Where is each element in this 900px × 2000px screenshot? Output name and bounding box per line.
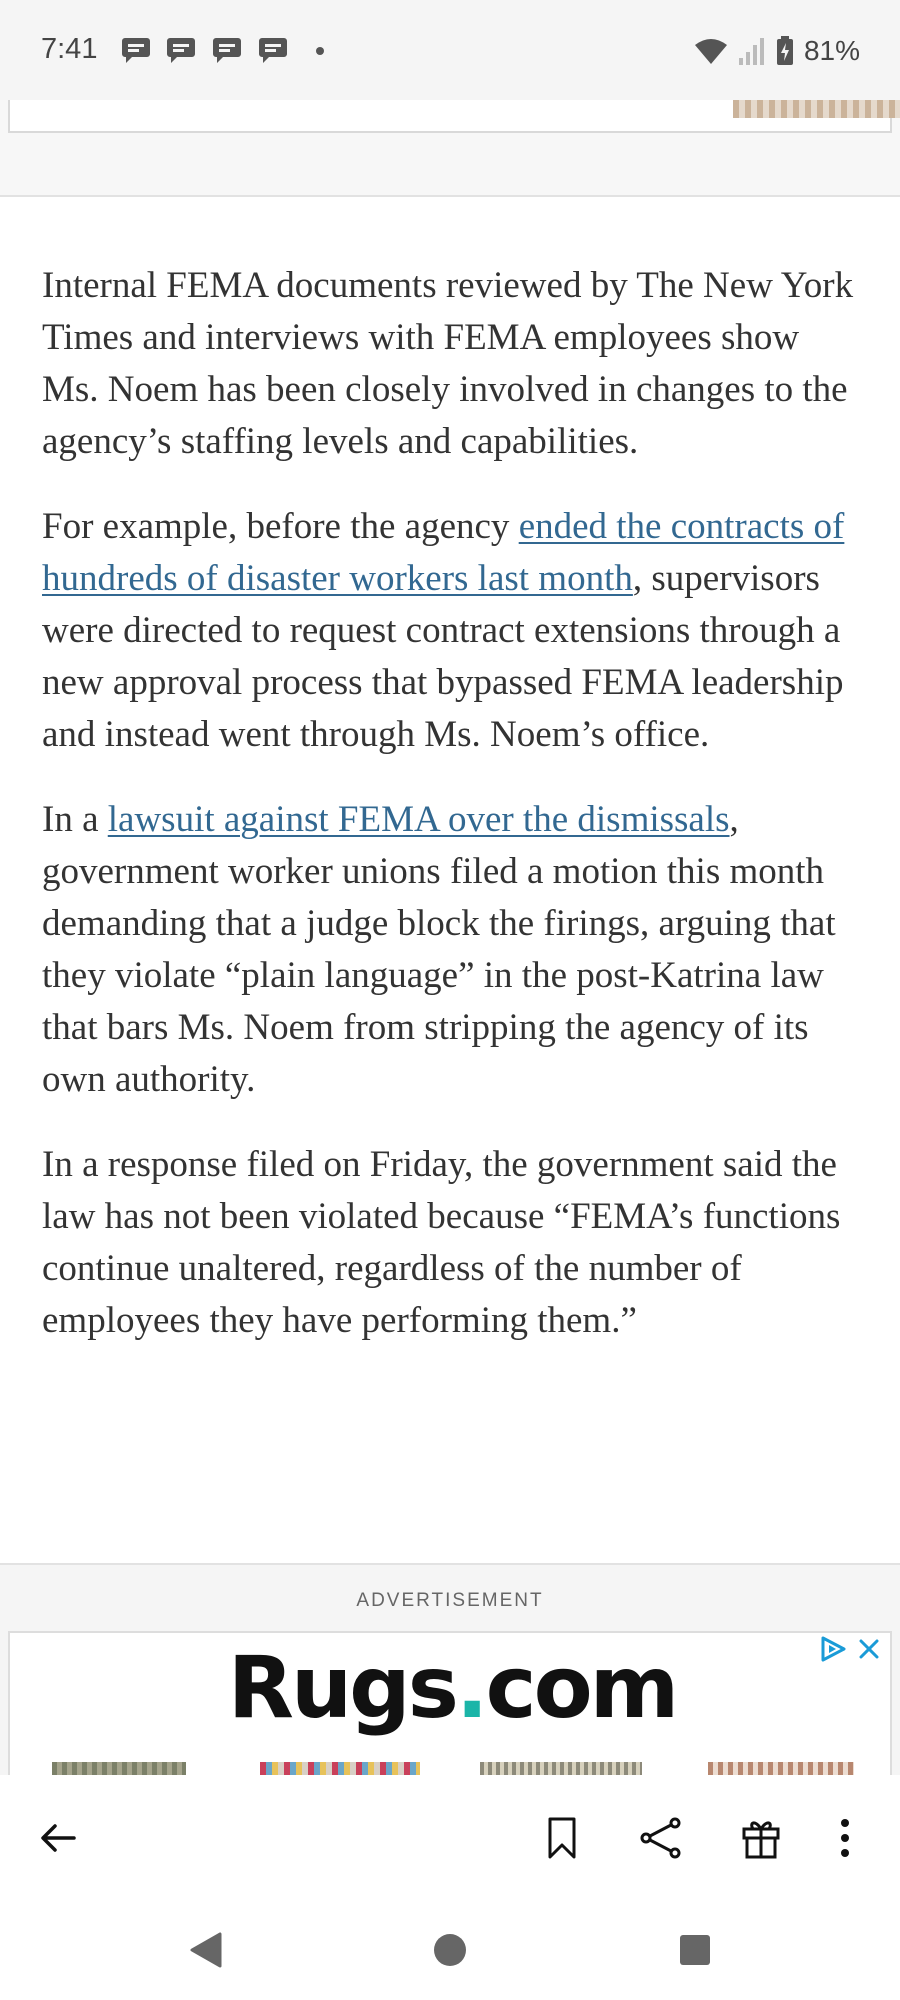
message-icon [258,36,288,64]
article-paragraph [42,501,862,761]
paragraph-text: , supervisors were directed to request contract extensions through a new approval process that bypassed FEMA leadership and instead went through Ms. Noem’s office. [42,558,844,755]
close-ad-icon[interactable] [858,1638,880,1660]
logo-dot: . [455,1638,486,1738]
nav-home-button[interactable] [425,1925,475,1975]
cellular-signal-icon [738,36,766,66]
article-body [42,260,862,1380]
article-paragraph [42,1139,862,1347]
paragraph-text: In a [42,799,108,840]
article-paragraph [42,260,862,468]
battery-charging-icon [776,36,794,66]
rugs-ad-card[interactable] [8,1631,892,1777]
logo-text: Rugs [227,1638,456,1738]
message-icon [121,36,151,64]
rug-image [733,100,900,118]
wifi-icon [694,37,728,65]
more-options-button[interactable] [820,1813,870,1863]
status-bar [0,0,900,100]
message-icon [166,36,196,64]
article-paragraph [42,794,862,1106]
gift-icon [741,1817,781,1859]
advertisement-section [0,1563,900,1775]
status-time: 7:41 [41,33,98,65]
contracts-ended-link[interactable]: ended the contracts of hundreds of disaster workers last month [42,506,845,599]
status-indicators [694,33,860,69]
more-notifications-dot-icon [316,47,324,55]
bookmark-icon [547,1817,577,1859]
save-article-button[interactable] [537,1813,587,1863]
ad-controls [818,1635,880,1663]
lawsuit-link[interactable]: lawsuit against FEMA over the dismissals [107,799,730,840]
previous-ad-card[interactable] [8,100,892,133]
share-icon [640,1817,682,1859]
more-vertical-icon [840,1818,850,1858]
nav-back-button[interactable] [180,1925,230,1975]
previous-ad-section [0,100,900,197]
square-recents-icon [679,1934,711,1966]
paragraph-text: , government worker unions filed a motion this month demanding that a judge block the firings, arguing that they violate “plain language” in the post-Katrina law that bars Ms. Noem from stripping the agency of its own authority. [42,799,836,1100]
triangle-back-icon [188,1932,222,1968]
arrow-left-icon [40,1823,76,1853]
paragraph-text: For example, before the agency [42,506,519,547]
advertisement-label: ADVERTISEMENT [356,1590,544,1611]
logo-tld: com [485,1638,677,1738]
battery-percentage: 81% [803,35,860,66]
paragraph-text: In a response filed on Friday, the government said the law has not been violated because “FEMA’s functions continue unaltered, regardless of the number of employees they have performing them.” [42,1144,841,1341]
gift-article-button[interactable] [736,1813,786,1863]
rugs-logo [10,1633,892,1743]
article-toolbar [0,1775,900,1900]
system-navigation-bar [0,1900,900,2000]
circle-home-icon [432,1932,468,1968]
message-icon [212,36,242,64]
back-button[interactable] [33,1813,83,1863]
paragraph-text: Internal FEMA documents reviewed by The New York Times and interviews with FEMA employees show Ms. Noem has been closely involved in changes to the agency’s staffing levels and capabilities. [42,265,854,462]
adchoices-icon[interactable] [818,1635,848,1663]
nav-recents-button[interactable] [670,1925,720,1975]
share-button[interactable] [636,1813,686,1863]
